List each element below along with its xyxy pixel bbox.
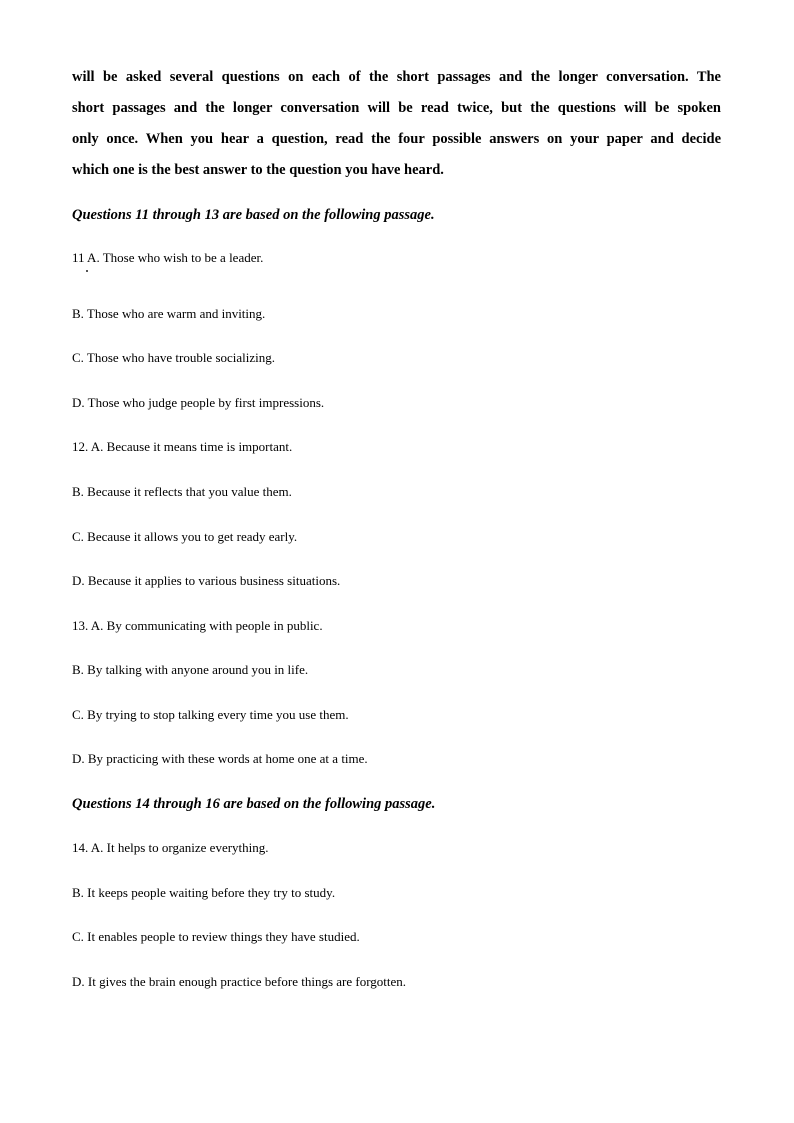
question-12-option-a: 12. A. Because it means time is important.	[72, 439, 293, 454]
question-11-option-b: B. Those who are warm and inviting.	[72, 306, 266, 321]
instructions-line: will be asked several questions on each of the short passages and the longer conversation. The	[72, 69, 721, 85]
instructions-line: only once. When you hear a question, read the four possible answers on your paper and decide	[72, 131, 721, 147]
question-13-option-b: B. By talking with anyone around you in life.	[72, 662, 309, 677]
section-heading-11-13: Questions 11 through 13 are based on the following passage.	[72, 207, 435, 223]
stray-mark	[86, 270, 88, 272]
instructions-line: which one is the best answer to the question you have heard.	[72, 162, 444, 178]
question-14-option-b: B. It keeps people waiting before they try to study.	[72, 885, 336, 900]
question-13-option-d: D. By practicing with these words at home one at a time.	[72, 751, 368, 766]
instructions-paragraph	[72, 63, 721, 187]
question-14-option-d: D. It gives the brain enough practice before things are forgotten.	[72, 974, 407, 989]
question-11-option-a: 11 A. Those who wish to be a leader.	[72, 250, 264, 265]
question-11-option-c: C. Those who have trouble socializing.	[72, 350, 276, 365]
question-12-option-d: D. Because it applies to various business situations.	[72, 573, 341, 588]
question-12-option-c: C. Because it allows you to get ready early.	[72, 529, 298, 544]
question-13-option-c: C. By trying to stop talking every time you use them.	[72, 707, 349, 722]
question-14-option-a: 14. A. It helps to organize everything.	[72, 840, 269, 855]
question-11-option-d: D. Those who judge people by first impressions.	[72, 395, 325, 410]
instructions-line: short passages and the longer conversation will be read twice, but the questions will be spoken	[72, 100, 721, 116]
question-12-option-b: B. Because it reflects that you value them.	[72, 484, 292, 499]
question-14-option-c: C. It enables people to review things they have studied.	[72, 929, 360, 944]
section-heading-14-16: Questions 14 through 16 are based on the following passage.	[72, 796, 436, 812]
question-13-option-a: 13. A. By communicating with people in public.	[72, 618, 323, 633]
